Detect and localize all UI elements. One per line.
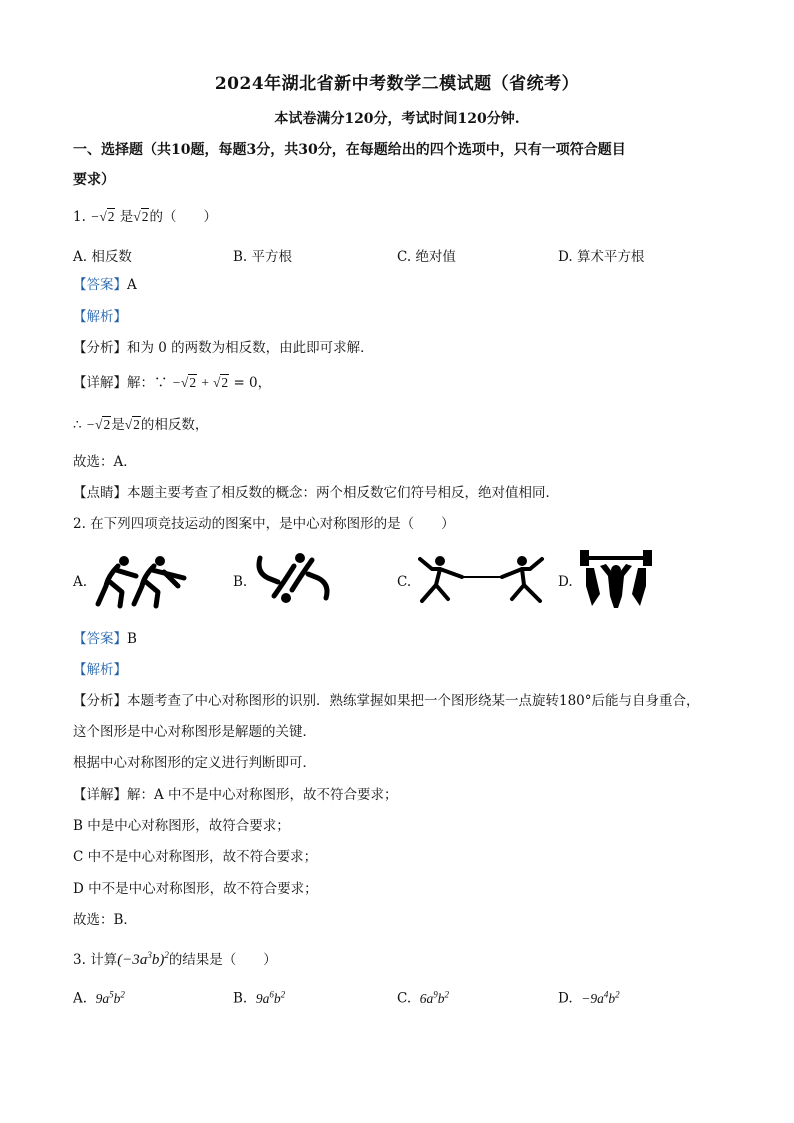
q3-option-c: C. $6a^9b^2$ (397, 989, 449, 1007)
q2-fenxi-line1: 【分析】本题考查了中心对称图形的识别．熟练掌握如果把一个图形绕某一点旋转180°后能与自身重合， (73, 693, 700, 709)
q1-stem-end: 的（ ） (149, 209, 217, 225)
q3-option-b: B. $9a^6b^2$ (233, 989, 286, 1007)
q3-stem: 3. 计算$(-3a^3b)^2$的结果是（ ） (73, 950, 277, 968)
wrestling-pictogram (254, 552, 332, 604)
q2-option-a-label: A. (73, 574, 88, 590)
q1-xiangjie: 【详解】解：∵ −√2 + √2 = 0， (73, 375, 272, 391)
q1-stem-mid: 是 (119, 209, 134, 225)
q2-xiangjie-line3: C 中不是中心对称图形，故不符合要求； (73, 849, 318, 865)
section-heading-line2: 要求） (73, 172, 115, 188)
section-heading-line1: 一、选择题（共10题，每题3分，共30分，在每题给出的四个选项中，只有一项符合题目 (73, 142, 626, 158)
q2-choose: 故选：B． (73, 912, 137, 928)
q3-option-a: A. $9a^5b^2$ (73, 989, 125, 1007)
q2-option-b-label: B. (233, 574, 248, 590)
q1-neg-sqrt: −√2 (90, 209, 115, 224)
q1-option-a: A. 相反数 (73, 249, 132, 265)
q2-stem: 2. 在下列四项竞技运动的图案中，是中心对称图形的是（ ） (73, 516, 455, 532)
q2-xiangjie-line1: 【详解】解：A 中不是中心对称图形，故不符合要求； (73, 787, 398, 803)
q1-therefore: ∴ −√2是√2的相反数， (73, 417, 209, 433)
weightlifting-pictogram (580, 548, 652, 610)
q2-fenxi-line2: 这个图形是中心对称图形是解题的关键． (73, 724, 316, 740)
fencing-pictogram (418, 555, 546, 605)
q1-option-d: D. 算术平方根 (558, 249, 645, 265)
q1-answer: 【答案】A (73, 277, 137, 293)
q1-fenxi: 【分析】和为 0 的两数为相反数，由此即可求解． (73, 340, 374, 356)
q1-choose: 故选：A． (73, 454, 137, 470)
q2-option-d-label: D. (558, 574, 573, 590)
q2-jiexi: 【解析】 (73, 662, 127, 678)
q2-fenxi-line3: 根据中心对称图形的定义进行判断即可． (73, 755, 316, 771)
q2-xiangjie-line4: D 中不是中心对称图形，故不符合要求； (73, 881, 318, 897)
tug-of-war-pictogram (94, 552, 190, 610)
q1-sqrt: √2 (133, 209, 149, 224)
q2-answer: 【答案】B (73, 631, 137, 647)
q2-xiangjie-line2: B 中是中心对称图形，故符合要求； (73, 818, 290, 834)
q1-jiexi: 【解析】 (73, 309, 127, 325)
q1-option-b: B. 平方根 (233, 249, 293, 265)
q1-dianjing: 【点睛】本题主要考查了相反数的概念：两个相反数它们符号相反，绝对值相同． (73, 485, 559, 501)
q3-option-d: D. $-9a^4b^2$ (558, 989, 620, 1007)
q1-number: 1. (73, 209, 86, 225)
q1-option-c: C. 绝对值 (397, 249, 456, 265)
q1-stem (73, 208, 217, 226)
q2-option-c-label: C. (397, 574, 412, 590)
page-title: 2024年湖北省新中考数学二模试题（省统考） (214, 74, 580, 94)
page-subtitle: 本试卷满分120分，考试时间120分钟. (274, 111, 520, 127)
